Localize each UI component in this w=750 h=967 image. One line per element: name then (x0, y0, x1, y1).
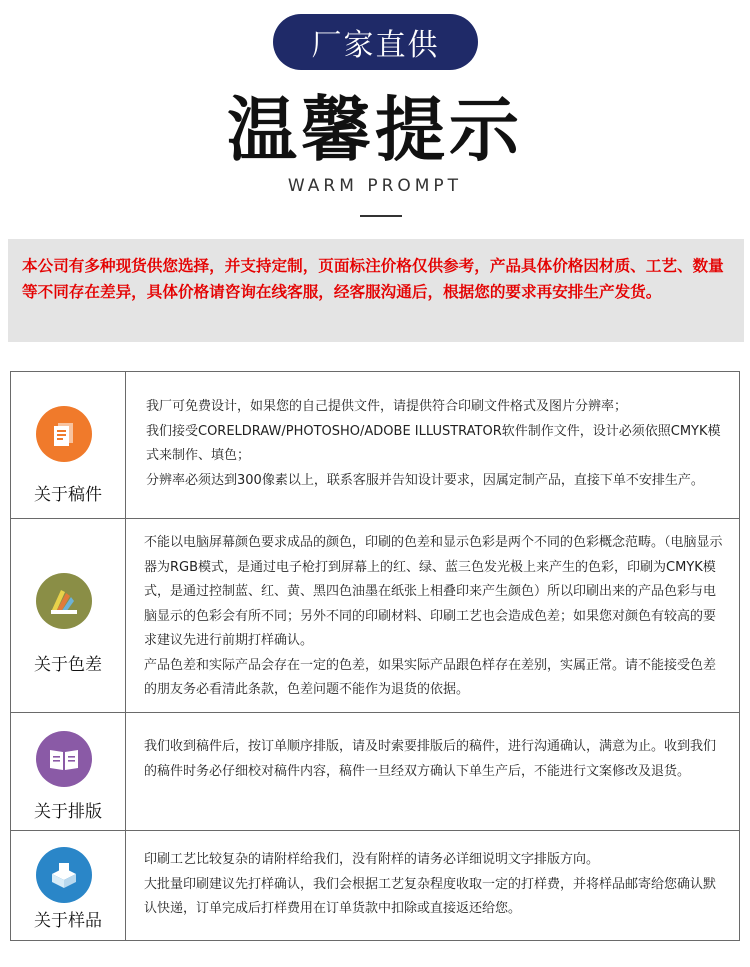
section-body (126, 831, 739, 940)
section-body (126, 713, 739, 830)
row-header (11, 372, 126, 518)
section-label: 关于稿件 (34, 485, 102, 505)
paragraph: 分辨率必须达到300像素以上，联系客服并告知设计要求，因属定制产品，直接下单不安排生产。 (146, 472, 704, 488)
table-row-sample (11, 831, 739, 940)
section-label: 关于色差 (34, 655, 102, 675)
notice-banner: 本公司有多种现货供您选择，并支持定制，页面标注价格仅供参考，产品具体价格因材质、工艺、数量等不同存在差异，具体价格请咨询在线客服，经客服沟通后，根据您的要求再安排生产发货。 (8, 239, 744, 342)
section-body (126, 372, 739, 518)
page-title: 温馨提示 (227, 89, 523, 171)
section-label: 关于排版 (34, 802, 102, 822)
paragraph: 我们收到稿件后，按订单顺序排版，请及时索要排版后的稿件，进行沟通确认，满意为止。收到我们的稿件时务必仔细校对稿件内容，稿件一旦经双方确认下单生产后，不能进行文案修改及退货。 (144, 739, 717, 779)
paragraph: 大批量印刷建议先打样确认，我们会根据工艺复杂程度收取一定的打样费，并将样品邮寄给您确认默认快递，订单完成后打样费用在订单货款中扣除或直接返还给您。 (144, 876, 717, 916)
paragraph: 我们接受CORELDRAW/PHOTOSHO/ADOBE ILLUSTRATOR软件制作文件，设计必须依照CMYK模式来制作、填色； (146, 423, 721, 463)
paragraph: 产品色差和实际产品会存在一定的色差，如果实际产品跟色样存在差别，实属正常。请不能接受色差的朋友务必看清此条款，色差问题不能作为退货的依据。 (144, 657, 717, 697)
paragraph: 不能以电脑屏幕颜色要求成品的颜色，印刷的色差和显示色彩是两个不同的色彩概念范畴。（电脑显示器为RGB模式，是通过电子枪打到屏幕上的红、绿、蓝三色发光极上来产生的色彩，印刷为CMYK模式，是通过控制蓝、红、黄、黑四色油墨在纸张上相叠印来产生颜色）所以印刷出来的产品色彩与电脑显示的色彩会有所不同；另外不同的印刷材料、印刷工艺也会造成色差；如果您对颜色有较高的要求建议先进行前期打样确认。 (144, 535, 723, 648)
page-subtitle: WARM PROMPT (287, 176, 463, 196)
factory-direct-badge: 厂家直供 (273, 14, 478, 70)
open-book-icon (36, 731, 92, 787)
info-table (10, 371, 740, 941)
document-icon (36, 406, 92, 462)
paragraph: 我厂可免费设计，如果您的自己提供文件，请提供符合印刷文件格式及图片分辨率； (146, 399, 628, 414)
row-header (11, 713, 126, 830)
row-header (11, 519, 126, 712)
title-divider (360, 215, 402, 217)
section-label: 关于样品 (34, 911, 102, 931)
table-row-color-difference (11, 519, 739, 713)
section-body (126, 519, 739, 712)
table-row-manuscript (11, 372, 739, 519)
color-swatch-icon (36, 573, 92, 629)
paragraph: 印刷工艺比较复杂的请附样给我们，没有附样的请务必详细说明文字排版方向。 (144, 852, 600, 867)
row-header (11, 831, 126, 940)
sample-box-icon (36, 847, 92, 903)
table-row-layout (11, 713, 739, 831)
